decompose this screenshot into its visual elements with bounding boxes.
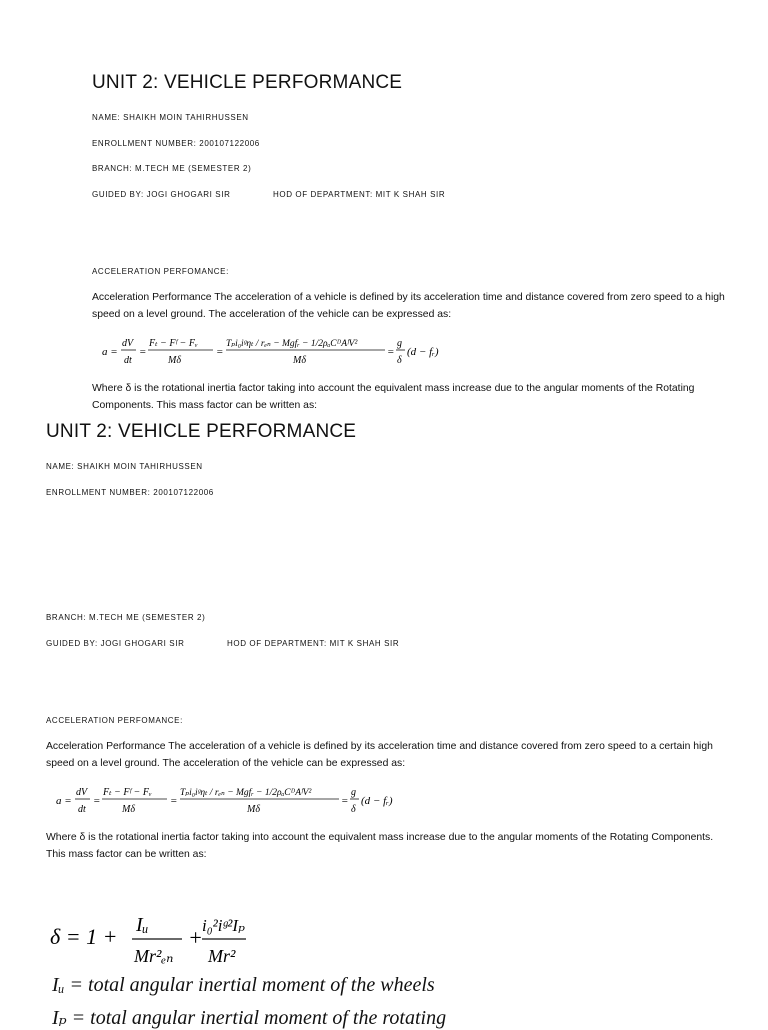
mf-lhs: δ = 1 + [50, 924, 118, 949]
paragraph-inertia: Where δ is the rotational inertia factor taking into account the equivalent mass increase due to the angular moments of the Rotating Components. This mass factor can be written as: [46, 832, 714, 860]
equation-graphic [100, 333, 460, 371]
eq-den2: Mδ [293, 355, 306, 366]
enrollment-number: ENROLLMENT NUMBER: 200107122006 [92, 139, 260, 148]
student-name: NAME: SHAIKH MOIN TAHIRHUSSEN [46, 462, 203, 471]
eq-num1: Fₜ − Fᶠ − Fᵥ [103, 787, 152, 798]
acceleration-equation [100, 333, 460, 376]
eq-dv: dV [122, 338, 134, 349]
eq-equals-3: = [341, 795, 349, 807]
eq-a: a = [102, 346, 118, 358]
eq-num2: Tₚi₀iᵍηₜ / rₑₙ − Mgfᵣ − 1/2ρₐCᴰAᶠV² [226, 339, 358, 349]
mass-factor-equation [48, 904, 308, 977]
eq-den1: Mδ [122, 804, 135, 815]
mf-t1-num: Iᵤ [136, 914, 149, 936]
guided-by: GUIDED BY: JOGI GHOGARI SIR [92, 190, 231, 199]
eq-g: g [397, 338, 402, 349]
eq-dt: dt [78, 804, 86, 815]
guided-by: GUIDED BY: JOGI GHOGARI SIR [46, 639, 185, 648]
mf-t1-den: Mr²ₑₙ [134, 946, 174, 966]
equation-graphic [54, 782, 414, 820]
eq-den2: Mδ [247, 804, 260, 815]
eq-num1: Fₜ − Fᶠ − Fᵥ [149, 338, 198, 349]
page-title: UNIT 2: VEHICLE PERFORMANCE [46, 421, 357, 442]
eq-den1: Mδ [168, 355, 181, 366]
eq-num2: Tₚi₀iᵍηₜ / rₑₙ − Mgfᵣ − 1/2ρₐCᴰAᶠV² [180, 788, 312, 798]
mass-factor-graphic [48, 904, 308, 972]
eq-equals-2: = [170, 795, 178, 807]
eq-dv: dV [76, 787, 88, 798]
eq-delta: δ [351, 804, 356, 815]
mf-t2-num: i₀²iᵍ²Iₚ [202, 916, 245, 935]
hod: HOD OF DEPARTMENT: MIT K SHAH SIR [273, 190, 446, 199]
branch: BRANCH: M.TECH ME (SEMESTER 2) [92, 164, 252, 173]
acceleration-equation [54, 782, 414, 825]
eq-equals-1: = [139, 346, 147, 358]
mf-plus: + [188, 925, 203, 950]
paragraph-acceleration: Acceleration Performance The acceleration of a vehicle is defined by its acceleration time and distance covered from zero speed to a high speed on a level ground. The acceleration of the vehicle can be expressed as: [92, 292, 725, 320]
page-title: UNIT 2: VEHICLE PERFORMANCE [92, 72, 403, 93]
eq-delta: δ [397, 355, 402, 366]
eq-equals-1: = [93, 795, 101, 807]
hod: HOD OF DEPARTMENT: MIT K SHAH SIR [227, 639, 400, 648]
section-heading: ACCELERATION PERFOMANCE: [92, 267, 229, 276]
section-heading: ACCELERATION PERFOMANCE: [46, 716, 183, 725]
eq-g: g [351, 787, 356, 798]
eq-tail: (d − fᵣ) [407, 346, 439, 358]
eq-equals-3: = [387, 346, 395, 358]
eq-dt: dt [124, 355, 132, 366]
mf-t2-den: Mr² [208, 946, 236, 966]
inertia-wheels-line: Iᵤ = total angular inertial moment of the wheels [52, 974, 435, 996]
eq-a: a = [56, 795, 72, 807]
paragraph-inertia: Where δ is the rotational inertia factor taking into account the equivalent mass increase due to the angular moments of the Rotating Components. This mass factor can be written as: [92, 383, 695, 411]
eq-equals-2: = [216, 346, 224, 358]
paragraph-acceleration: Acceleration Performance The acceleration of a vehicle is defined by its acceleration time and distance covered from zero speed to a certain high speed on a level ground. The acceleration of the vehicle can be expressed as: [46, 741, 713, 769]
student-name: NAME: SHAIKH MOIN TAHIRHUSSEN [92, 113, 249, 122]
eq-tail: (d − fᵣ) [361, 795, 393, 807]
inertia-rotating-line: Iₚ = total angular inertial moment of the rotating [52, 1007, 447, 1029]
branch: BRANCH: M.TECH ME (SEMESTER 2) [46, 613, 206, 622]
enrollment-number: ENROLLMENT NUMBER: 200107122006 [46, 488, 214, 497]
